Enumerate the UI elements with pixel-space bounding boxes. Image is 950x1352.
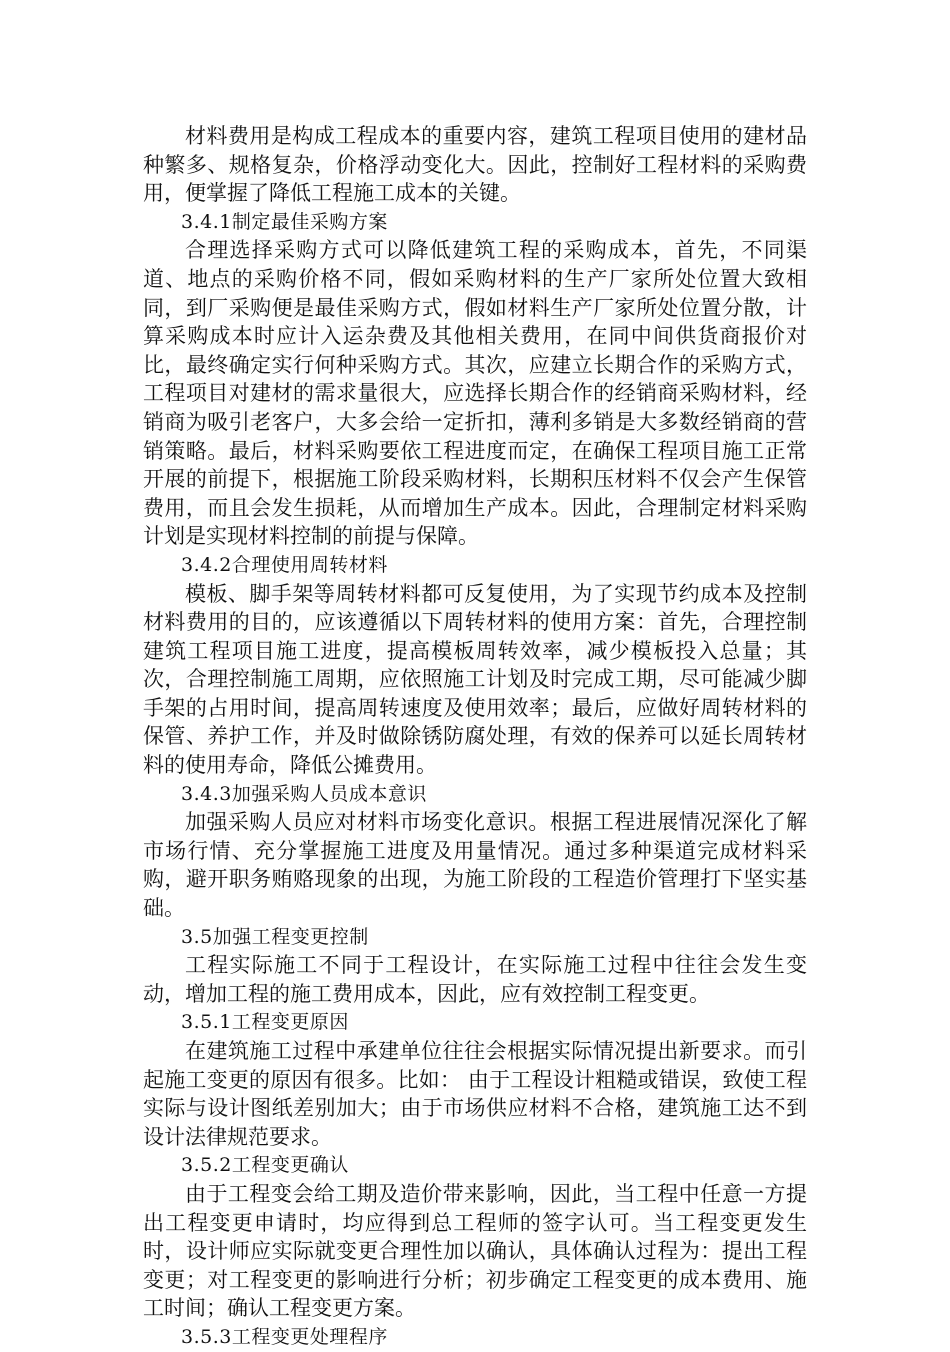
heading-3-5-2: 3.5.2工程变更确认: [181, 1154, 349, 1177]
paragraph-purchase-plan: 合理选择采购方式可以降低建筑工程的采购成本，首先，不同渠道、地点的采购价格不同，假如采购材料的生产厂家所处位置大致相同，到厂采购便是最佳采购方式，假如材料生产厂家所处位置分散，计算采购成本时应计入运杂费及其他相关费用，在同中间供货商报价对比，最终确定实行何种采购方式。其次，应建立长期合作的采购方式，工程项目对建材的需求量很大，应选择长期合作的经销商采购材料，经销商为吸引老客户，大多会给一定折扣，薄利多销是大多数经销商的营销策略。最后，材料采购要依工程进度而定，在确保工程项目施工正常开展的前提下，根据施工阶段采购材料，长期积压材料不仅会产生保管费用，而且会发生损耗，从而增加生产成本。因此，合理制定材料采购计划是实现材料控制的前提与保障。: [143, 238, 807, 549]
heading-3-5-1: 3.5.1工程变更原因: [181, 1011, 349, 1034]
heading-3-4-2: 3.4.2合理使用周转材料: [181, 553, 388, 576]
heading-3-5: 3.5加强工程变更控制: [181, 925, 369, 948]
paragraph-change-causes: 在建筑施工过程中承建单位往往会根据实际情况提出新要求。而引起施工变更的原因有很多。比如： 由于工程设计粗糙或错误，致使工程实际与设计图纸差别加大；由于市场供应材料不合格，建筑施工达不到设计法律规范要求。: [143, 1039, 807, 1149]
paragraph-change-control: 工程实际施工不同于工程设计，在实际施工过程中往往会发生变动，增加工程的施工费用成本，因此，应有效控制工程变更。: [143, 953, 807, 1006]
heading-3-4-1: 3.4.1制定最佳采购方案: [181, 210, 388, 233]
heading-3-5-3: 3.5.3工程变更处理程序: [181, 1325, 388, 1348]
paragraph-cost-awareness: 加强采购人员应对材料市场变化意识。根据工程进展情况深化了解市场行情、充分掌握施工进度及用量情况。通过多种渠道完成材料采购，避开职务贿赂现象的出现，为施工阶段的工程造价管理打下坚实基础。: [143, 810, 807, 921]
document-body: [143, 122, 807, 1352]
paragraph-material-cost: 材料费用是构成工程成本的重要内容，建筑工程项目使用的建材品种繁多、规格复杂，价格浮动变化大。因此，控制好工程材料的采购费用，便掌握了降低工程施工成本的关键。: [143, 124, 807, 206]
paragraph-change-confirmation: 由于工程变会给工期及造价带来影响，因此，当工程中任意一方提出工程变更申请时，均应得到总工程师的签字认可。当工程变更发生时，设计师应实际就变更合理性加以确认，具体确认过程为：提出工程变更；对工程变更的影响进行分析；初步确定工程变更的成本费用、施工时间；确认工程变更方案。: [143, 1181, 807, 1321]
paragraph-turnover-materials: 模板、脚手架等周转材料都可反复使用，为了实现节约成本及控制材料费用的目的，应该遵循以下周转材料的使用方案：首先，合理控制建筑工程项目施工进度，提高模板周转效率，减少模板投入总量；其次，合理控制施工周期，应依照施工计划及时完成工期，尽可能减少脚手架的占用时间，提高周转速度及使用效率；最后，应做好周转材料的保管、养护工作，并及时做除锈防腐处理，有效的保养可以延长周转材料的使用寿命，降低公摊费用。: [143, 581, 807, 778]
heading-3-4-3: 3.4.3加强采购人员成本意识: [181, 782, 427, 805]
